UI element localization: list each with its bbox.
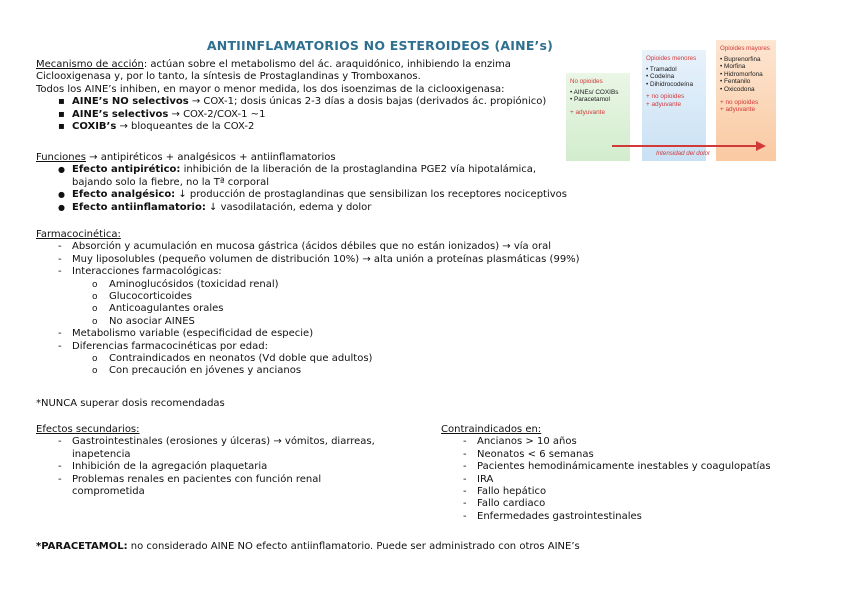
item-text: Problemas renales en pacientes con función renal [72, 473, 322, 485]
step-extra: + no opioides [720, 98, 759, 106]
step-extra: + adyuvante [646, 100, 681, 108]
item-continuation: inapetencia [72, 448, 131, 460]
pain-intensity-label: Intensidad del dolor [656, 150, 711, 157]
item-bold: Efecto antiinflamatorio: [72, 201, 206, 213]
item-bold: AINE’s selectivos [72, 108, 169, 120]
warning-note [36, 398, 225, 410]
sub-item: o Con precaución en jóvenes y ancianos [36, 365, 596, 377]
list-item: - Fallo hepático [441, 486, 841, 498]
contraindicados-list [441, 436, 841, 523]
ladder-step-3 [716, 40, 776, 161]
step-extra: + adyuvante [720, 106, 755, 114]
funciones-line [36, 152, 576, 164]
item-text: inhibición de la liberación de la prostaglandina PGE2 vía hipotalámica, [180, 164, 537, 176]
sub-item: o Aminoglucósidos (toxicidad renal) [36, 279, 596, 291]
sub-item: o Glucocorticoides [36, 291, 596, 303]
mecanismo-line-3: Todos los AINE’s inhiben, en mayor o menor medida, los dos isoenzimas de la ciclooxigenasa: [36, 83, 505, 95]
step-item: • AINEs/ COXIBs [570, 88, 619, 96]
item-bold: COXIB’s [72, 121, 117, 133]
item-text: Gastrointestinales (erosiones y úlceras) → vómitos, diarreas, [72, 436, 375, 448]
list-item [36, 121, 546, 133]
efectos-list [36, 436, 396, 498]
list-item: - Absorción y acumulación en mucosa gástrica (ácidos débiles que no están ionizados) → vía oral [36, 241, 596, 253]
step-item: • Dihidrocodeína [646, 80, 693, 88]
list-item [36, 474, 396, 499]
paracetamol-label: *PARACETAMOL: [36, 541, 128, 552]
mecanismo-line-2: Ciclooxigenasa y, por lo tanto, la síntesis de Prostaglandinas y Tromboxanos. [36, 71, 421, 83]
list-item [36, 164, 576, 189]
funciones-text: → antipiréticos + analgésicos + antiinflamatorios [85, 152, 336, 163]
paracetamol-line [36, 541, 580, 553]
step-item: • Oxicodona [720, 85, 755, 93]
funciones-heading: Funciones [36, 152, 86, 163]
pain-intensity-arrow-line [612, 145, 760, 147]
step-item: • Tramadol [646, 65, 677, 73]
step-item: • Morfina [720, 63, 746, 71]
step-item: • Buprenorfina [720, 55, 761, 63]
list-item: - Enfermedades gastrointestinales [441, 511, 841, 523]
list-item: - Fallo cardiaco [441, 498, 841, 510]
step-extra: + no opioides [646, 93, 685, 101]
paracetamol-text: no considerado AINE NO efecto antiinflamatorio. Puede ser administrado con otros AINE’s [127, 541, 580, 552]
funciones-list [36, 164, 576, 214]
list-item: - Metabolismo variable (especificidad de especie) [36, 328, 596, 340]
list-item [36, 109, 546, 121]
contraindicados-heading: Contraindicados en: [441, 424, 542, 435]
efectos-heading: Efectos secundarios: [36, 424, 140, 435]
list-item [36, 436, 396, 461]
list-item: - IRA [441, 474, 841, 486]
sub-item: o Anticoagulantes orales [36, 303, 596, 315]
item-text: Inhibición de la agregación plaquetaria [72, 461, 268, 473]
efectos-section [36, 424, 396, 498]
interacciones-label: Interacciones farmacológicas: [72, 266, 222, 278]
step-2-header: Opioides menores [646, 55, 697, 62]
sub-item: o No asociar AINES [36, 316, 596, 328]
farmacocinetica-list [36, 241, 596, 377]
nunca-text: *NUNCA superar dosis recomendadas [36, 398, 225, 409]
item-continuation: bajando solo la fiebre, no la Tª corporal [72, 176, 269, 188]
list-item [36, 341, 596, 378]
item-text: → COX-2/COX-1 ~1 [168, 108, 266, 120]
page-title: ANTIINFLAMATORIOS NO ESTEROIDEOS (AINE’s) [206, 38, 554, 53]
contraindicados-section [441, 424, 841, 523]
step-adjuvant: + adyuvante [570, 108, 605, 116]
mecanismo-line-1 [36, 59, 546, 71]
farmacocinetica-heading: Farmacocinética: [36, 229, 121, 240]
item-text: ↓ producción de prostaglandinas que sensibilizan los receptores nociceptivos [175, 189, 567, 201]
step-item: • Paracetamol [570, 96, 610, 104]
list-item: - Ancianos > 10 años [441, 436, 841, 448]
arrow-right-icon [756, 141, 766, 151]
step-1-header: No opioides [570, 78, 603, 85]
item-text: → bloqueantes de la COX-2 [116, 121, 255, 133]
ladder-step-1 [566, 73, 630, 161]
diferencias-label: Diferencias farmacocinéticas por edad: [72, 340, 268, 352]
mecanismo-text: : actúan sobre el metabolismo del ác. araquidónico, inhibiendo la enzima [143, 59, 511, 70]
sub-item: o Contraindicados en neonatos (Vd doble que adultos) [36, 353, 596, 365]
mecanismo-heading: Mecanismo de acción [36, 59, 144, 70]
interacciones-list [36, 279, 596, 329]
list-item [36, 96, 546, 108]
list-item: - Pacientes hemodinámicamente inestables y coagulopatías [441, 461, 841, 473]
funciones-section [36, 152, 576, 214]
step-item: • Fentanilo [720, 78, 751, 86]
list-item [36, 189, 576, 201]
farmacocinetica-section [36, 229, 596, 378]
list-item [36, 266, 596, 328]
list-item: - Muy liposolubles (pequeño volumen de distribución 10%) → alta unión a proteínas plasmáticas (99%) [36, 254, 596, 266]
aine-types-list [36, 96, 546, 133]
item-bold: Efecto antipirético: [72, 164, 181, 176]
list-item [36, 202, 576, 214]
step-3-header: Opioides mayores [720, 45, 770, 52]
step-item: • Codeína [646, 73, 675, 81]
list-item [36, 461, 396, 473]
item-bold: Efecto analgésico: [72, 189, 176, 201]
item-text: ↓ vasodilatación, edema y dolor [205, 201, 372, 213]
item-continuation: comprometida [72, 486, 145, 498]
analgesic-ladder-figure [566, 40, 776, 160]
list-item: - Neonatos < 6 semanas [441, 449, 841, 461]
mecanismo-section [36, 59, 546, 133]
item-bold: AINE’s NO selectivos [72, 96, 189, 108]
paracetamol-note [36, 541, 580, 553]
diferencias-list [36, 353, 596, 378]
step-item: • Hidromorfona [720, 70, 763, 78]
item-text: → COX-1; dosis únicas 2-3 días a dosis bajas (derivados ác. propiónico) [188, 96, 547, 108]
